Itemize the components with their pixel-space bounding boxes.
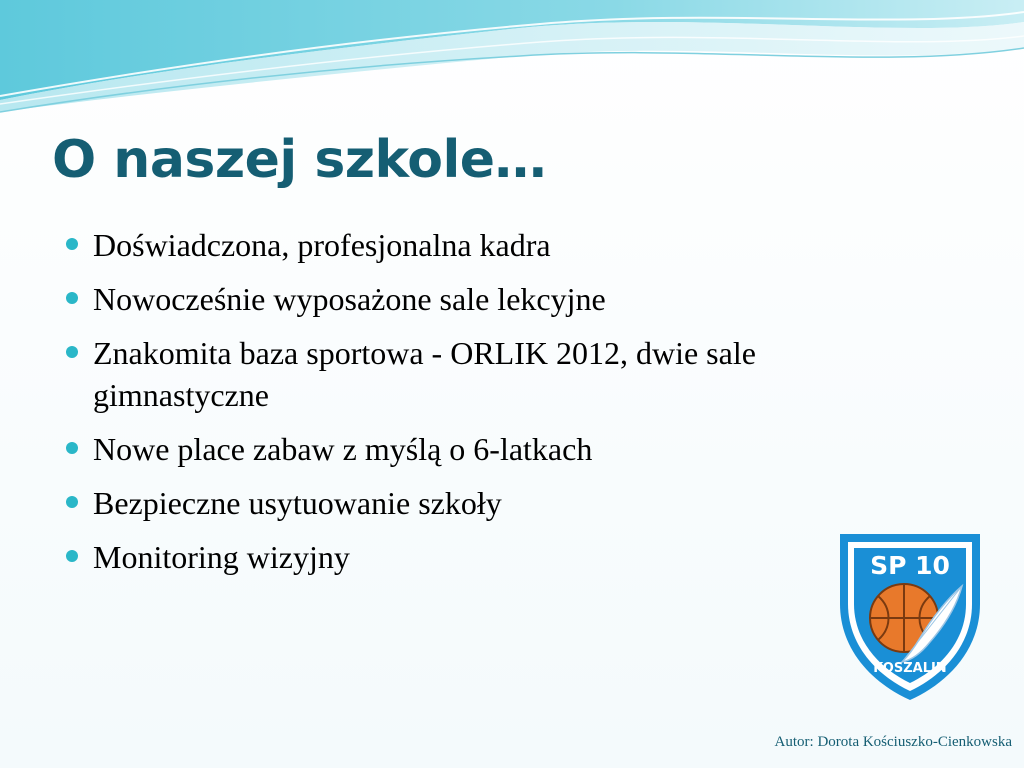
list-item	[62, 482, 902, 524]
bullet-text: Nowocześnie wyposażone sale lekcyjne	[93, 281, 606, 317]
school-crest-icon	[834, 526, 986, 704]
bullet-icon	[66, 292, 78, 304]
bullet-icon	[66, 442, 78, 454]
bullet-icon	[66, 238, 78, 250]
header-wave	[0, 0, 1024, 120]
slide-title: O naszej szkole…	[52, 130, 547, 190]
bullet-text: Znakomita baza sportowa - ORLIK 2012, dwie sale gimnastyczne	[93, 335, 756, 413]
bullet-icon	[66, 346, 78, 358]
bullet-list	[62, 224, 902, 590]
bullet-icon	[66, 496, 78, 508]
list-item	[62, 278, 902, 320]
bullet-text: Monitoring wizyjny	[93, 539, 350, 575]
logo-top-text: SP 10	[870, 551, 950, 580]
list-item	[62, 332, 902, 416]
author-credit: Autor: Dorota Kościuszko-Cienkowska	[774, 734, 1012, 750]
bullet-text: Bezpieczne usytuowanie szkoły	[93, 485, 502, 521]
logo-bottom-text: KOSZALIN	[873, 661, 947, 676]
bullet-text: Nowe place zabaw z myślą o 6-latkach	[93, 431, 593, 467]
list-item	[62, 536, 902, 578]
list-item	[62, 428, 902, 470]
bullet-icon	[66, 550, 78, 562]
list-item	[62, 224, 902, 266]
bullet-text: Doświadczona, profesjonalna kadra	[93, 227, 551, 263]
